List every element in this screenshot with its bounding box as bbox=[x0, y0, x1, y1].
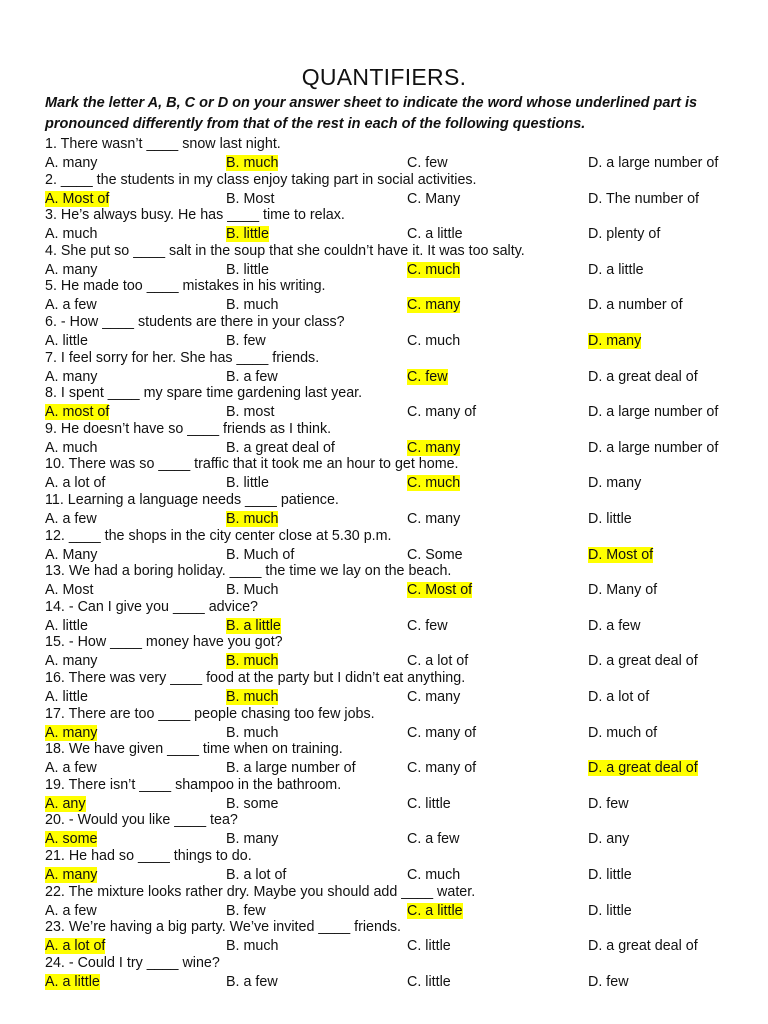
option-label: D. a large number of bbox=[588, 404, 719, 421]
answer-option-d[interactable] bbox=[588, 974, 629, 991]
question-text: 15. - How ____ money have you got? bbox=[45, 634, 283, 651]
option-label: D. The number of bbox=[588, 190, 699, 207]
answer-option-d[interactable] bbox=[588, 831, 629, 848]
question-text: 4. She put so ____ salt in the soup that she couldn’t have it. It was too salty. bbox=[45, 242, 525, 259]
option-label: C. little bbox=[407, 973, 451, 990]
option-label: A. a few bbox=[45, 511, 97, 527]
option-label: A. many bbox=[45, 261, 98, 278]
answer-option-d[interactable] bbox=[588, 155, 718, 172]
option-label: C. few bbox=[407, 155, 448, 171]
option-label: C. many bbox=[407, 439, 461, 456]
option-label: A. some bbox=[45, 831, 98, 848]
answer-option-a[interactable] bbox=[45, 725, 97, 742]
answer-option-d[interactable] bbox=[588, 226, 660, 243]
option-label: D. a number of bbox=[588, 297, 683, 314]
option-label: A. many bbox=[45, 155, 98, 171]
answer-option-b[interactable] bbox=[226, 903, 266, 920]
answer-option-d[interactable] bbox=[588, 191, 699, 208]
answer-option-c[interactable] bbox=[407, 653, 468, 670]
question-text: 9. He doesn’t have so ____ friends as I think. bbox=[45, 420, 332, 437]
answer-option-b[interactable] bbox=[226, 511, 278, 528]
option-label: C. Some bbox=[407, 546, 463, 563]
option-label: B. some bbox=[226, 795, 279, 812]
option-label: A. a few bbox=[45, 902, 97, 919]
option-label: C. Most of bbox=[407, 582, 473, 599]
option-label: A. little bbox=[45, 689, 88, 705]
answer-option-c[interactable] bbox=[407, 938, 451, 955]
question-text: 5. He made too ____ mistakes in his writing. bbox=[45, 278, 326, 295]
option-label: A. a few bbox=[45, 760, 97, 777]
question-text: 7. I feel sorry for her. She has ____ friends. bbox=[45, 349, 320, 366]
option-label: B. a little bbox=[226, 617, 281, 634]
question-text: 8. I spent ____ my spare time gardening last year. bbox=[45, 385, 363, 402]
answer-option-c[interactable] bbox=[407, 297, 460, 314]
answer-option-c[interactable] bbox=[407, 689, 460, 706]
instructions: Mark the letter A, B, C or D on your answer sheet to indicate the word whose underlined part is pronounced differently from that of the rest in each of the following questions. bbox=[45, 95, 698, 132]
answer-option-b[interactable] bbox=[226, 653, 278, 670]
answer-option-a[interactable] bbox=[45, 297, 97, 314]
option-label: B. much bbox=[226, 724, 279, 741]
answer-option-a[interactable] bbox=[45, 262, 97, 279]
option-label: B. Most bbox=[226, 190, 275, 207]
question-text: 21. He had so ____ things to do. bbox=[45, 848, 252, 864]
option-label: C. many bbox=[407, 511, 461, 527]
option-label: A. much bbox=[45, 226, 98, 243]
answer-option-d[interactable] bbox=[588, 440, 718, 457]
answer-option-a[interactable] bbox=[45, 547, 97, 564]
answer-option-b[interactable] bbox=[226, 974, 278, 991]
answer-option-a[interactable] bbox=[45, 440, 97, 457]
option-label: D. few bbox=[588, 973, 629, 990]
question-text: 18. We have given ____ time when on training. bbox=[45, 741, 343, 758]
option-label: D. a great deal of bbox=[588, 653, 698, 670]
question-text: 11. Learning a language needs ____ patience. bbox=[45, 492, 339, 508]
answer-option-b[interactable] bbox=[226, 333, 266, 350]
answer-option-c[interactable] bbox=[407, 796, 451, 813]
option-label: B. few bbox=[226, 902, 266, 919]
answer-option-b[interactable] bbox=[226, 262, 269, 279]
answer-option-d[interactable] bbox=[588, 333, 641, 350]
answer-option-d[interactable] bbox=[588, 903, 632, 920]
option-label: B. a few bbox=[226, 368, 278, 385]
option-label: C. much bbox=[407, 867, 461, 883]
answer-option-d[interactable] bbox=[588, 796, 629, 813]
option-label: A. Many bbox=[45, 546, 98, 563]
option-label: C. little bbox=[407, 938, 451, 955]
answer-option-d[interactable] bbox=[588, 689, 649, 706]
option-label: A. most of bbox=[45, 404, 110, 421]
option-label: D. little bbox=[588, 902, 632, 919]
answer-option-a[interactable] bbox=[45, 903, 97, 920]
answer-option-d[interactable] bbox=[588, 547, 653, 564]
option-label: B. a large number of bbox=[226, 760, 356, 777]
option-label: C. many of bbox=[407, 760, 477, 777]
question-text: 14. - Can I give you ____ advice? bbox=[45, 598, 259, 615]
option-label: B. a great deal of bbox=[226, 439, 335, 456]
answer-option-a[interactable] bbox=[45, 653, 97, 670]
answer-option-a[interactable] bbox=[45, 226, 97, 243]
option-label: B. much bbox=[226, 653, 279, 670]
answer-option-d[interactable] bbox=[588, 582, 657, 599]
answer-option-c[interactable] bbox=[407, 475, 460, 492]
answer-option-d[interactable] bbox=[588, 725, 657, 742]
answer-option-d[interactable] bbox=[588, 297, 683, 314]
question-text: 17. There are too ____ people chasing too few jobs. bbox=[45, 705, 375, 722]
answer-option-b[interactable] bbox=[226, 760, 356, 777]
answer-option-a[interactable] bbox=[45, 191, 109, 208]
option-label: D. a large number of bbox=[588, 155, 719, 171]
answer-option-b[interactable] bbox=[226, 867, 286, 884]
answer-option-d[interactable] bbox=[588, 511, 632, 528]
option-label: A. a few bbox=[45, 297, 97, 314]
question-text: 20. - Would you like ____ tea? bbox=[45, 812, 238, 829]
answer-option-c[interactable] bbox=[407, 404, 476, 421]
answer-option-a[interactable] bbox=[45, 796, 86, 813]
question-text: 12. ____ the shops in the city center close at 5.30 p.m. bbox=[45, 527, 392, 544]
question-text: 16. There was very ____ food at the party but I didn’t eat anything. bbox=[45, 670, 466, 686]
option-label: B. a lot of bbox=[226, 867, 287, 883]
answer-option-c[interactable] bbox=[407, 440, 460, 457]
answer-option-d[interactable] bbox=[588, 760, 698, 777]
option-label: C. much bbox=[407, 333, 461, 349]
answer-option-a[interactable] bbox=[45, 369, 97, 386]
option-label: D. many bbox=[588, 475, 642, 492]
answer-option-d[interactable] bbox=[588, 369, 698, 386]
answer-option-a[interactable] bbox=[45, 974, 100, 991]
answer-option-b[interactable] bbox=[226, 191, 274, 208]
answer-option-b[interactable] bbox=[226, 725, 278, 742]
question-text: 10. There was so ____ traffic that it took me an hour to get home. bbox=[45, 456, 459, 473]
option-label: C. many bbox=[407, 689, 461, 705]
answer-option-b[interactable] bbox=[226, 796, 278, 813]
answer-option-a[interactable] bbox=[45, 511, 97, 528]
option-label: D. Many of bbox=[588, 582, 658, 599]
option-label: A. little bbox=[45, 333, 88, 349]
option-label: D. much of bbox=[588, 724, 658, 741]
option-label: C. many bbox=[407, 297, 461, 314]
question-text: 13. We had a boring holiday. ____ the time we lay on the beach. bbox=[45, 563, 452, 580]
answer-option-d[interactable] bbox=[588, 867, 632, 884]
option-label: C. few bbox=[407, 617, 448, 634]
option-label: D. Most of bbox=[588, 546, 654, 563]
answer-option-b[interactable] bbox=[226, 226, 269, 243]
option-label: A. many bbox=[45, 368, 98, 385]
option-label: C. much bbox=[407, 475, 461, 492]
option-label: C. many of bbox=[407, 404, 477, 421]
answer-option-a[interactable] bbox=[45, 333, 88, 350]
answer-option-b[interactable] bbox=[226, 475, 269, 492]
option-label: D. a lot of bbox=[588, 689, 650, 705]
answer-option-d[interactable] bbox=[588, 938, 698, 955]
option-label: C. many of bbox=[407, 724, 477, 741]
answer-option-c[interactable] bbox=[407, 155, 448, 172]
question-text: 1. There wasn’t ____ snow last night. bbox=[45, 136, 281, 152]
option-label: A. a lot of bbox=[45, 475, 106, 492]
answer-option-c[interactable] bbox=[407, 369, 448, 386]
option-label: B. little bbox=[226, 475, 269, 492]
option-label: A. Most bbox=[45, 582, 94, 599]
answer-option-a[interactable] bbox=[45, 938, 105, 955]
option-label: B. much bbox=[226, 155, 279, 171]
option-label: D. little bbox=[588, 511, 632, 527]
option-label: D. a few bbox=[588, 617, 641, 634]
answer-option-a[interactable] bbox=[45, 689, 88, 706]
answer-option-d[interactable] bbox=[588, 262, 644, 279]
answer-option-c[interactable] bbox=[407, 831, 459, 848]
option-label: B. little bbox=[226, 226, 269, 243]
answer-option-d[interactable] bbox=[588, 653, 698, 670]
option-label: A. little bbox=[45, 617, 88, 634]
answer-option-d[interactable] bbox=[588, 475, 641, 492]
option-label: D. few bbox=[588, 795, 629, 812]
answer-option-a[interactable] bbox=[45, 404, 109, 421]
option-label: B. Much of bbox=[226, 546, 295, 563]
option-label: C. little bbox=[407, 795, 451, 812]
option-label: B. Much bbox=[226, 582, 279, 599]
option-label: D. plenty of bbox=[588, 226, 661, 243]
option-label: B. few bbox=[226, 333, 266, 349]
option-label: A. many bbox=[45, 724, 98, 741]
option-label: B. much bbox=[226, 297, 279, 314]
answer-option-b[interactable] bbox=[226, 689, 278, 706]
option-label: B. many bbox=[226, 831, 279, 848]
answer-option-a[interactable] bbox=[45, 867, 97, 884]
answer-option-b[interactable] bbox=[226, 369, 278, 386]
option-label: C. Many bbox=[407, 190, 461, 207]
answer-option-b[interactable] bbox=[226, 155, 278, 172]
option-label: B. a few bbox=[226, 973, 278, 990]
answer-option-a[interactable] bbox=[45, 582, 93, 599]
option-label: C. a few bbox=[407, 831, 460, 848]
question-text: 22. The mixture looks rather dry. Maybe you should add ____ water. bbox=[45, 883, 476, 900]
answer-option-c[interactable] bbox=[407, 760, 476, 777]
answer-option-c[interactable] bbox=[407, 226, 463, 243]
answer-option-c[interactable] bbox=[407, 903, 463, 920]
option-label: A. a lot of bbox=[45, 938, 106, 955]
option-label: A. a little bbox=[45, 973, 100, 990]
option-label: D. many bbox=[588, 333, 642, 349]
answer-option-c[interactable] bbox=[407, 511, 460, 528]
option-label: A. any bbox=[45, 795, 86, 812]
answer-option-c[interactable] bbox=[407, 725, 476, 742]
option-label: D. any bbox=[588, 831, 630, 848]
question-text: 19. There isn’t ____ shampoo in the bathroom. bbox=[45, 776, 342, 793]
option-label: A. many bbox=[45, 867, 98, 883]
answer-option-a[interactable] bbox=[45, 831, 97, 848]
answer-option-b[interactable] bbox=[226, 582, 278, 599]
answer-option-a[interactable] bbox=[45, 760, 97, 777]
page-title: QUANTIFIERS. bbox=[301, 64, 467, 90]
option-label: D. a large number of bbox=[588, 439, 719, 456]
answer-option-c[interactable] bbox=[407, 333, 460, 350]
option-label: D. a great deal of bbox=[588, 760, 698, 777]
option-label: C. a little bbox=[407, 226, 463, 243]
option-label: C. a little bbox=[407, 902, 463, 919]
option-label: B. much bbox=[226, 511, 279, 527]
answer-option-a[interactable] bbox=[45, 618, 88, 635]
answer-option-b[interactable] bbox=[226, 440, 335, 457]
answer-option-a[interactable] bbox=[45, 155, 97, 172]
answer-option-d[interactable] bbox=[588, 618, 640, 635]
answer-option-c[interactable] bbox=[407, 547, 463, 564]
option-label: D. a great deal of bbox=[588, 368, 698, 385]
answer-option-b[interactable] bbox=[226, 831, 278, 848]
question-text: 24. - Could I try ____ wine? bbox=[45, 954, 220, 971]
question-text: 23. We’re having a big party. We’ve invited ____ friends. bbox=[45, 919, 402, 936]
option-label: A. Most of bbox=[45, 190, 110, 207]
answer-option-b[interactable] bbox=[226, 547, 294, 564]
answer-option-a[interactable] bbox=[45, 475, 105, 492]
answer-option-c[interactable] bbox=[407, 618, 448, 635]
question-text: 3. He’s always busy. He has ____ time to relax. bbox=[45, 207, 345, 224]
answer-option-c[interactable] bbox=[407, 974, 451, 991]
option-label: C. much bbox=[407, 261, 461, 278]
option-label: A. much bbox=[45, 439, 98, 456]
option-label: D. little bbox=[588, 867, 632, 883]
option-label: A. many bbox=[45, 653, 98, 670]
option-label: B. much bbox=[226, 938, 279, 955]
answer-option-c[interactable] bbox=[407, 191, 460, 208]
answer-option-b[interactable] bbox=[226, 404, 274, 421]
answer-option-b[interactable] bbox=[226, 938, 278, 955]
option-label: C. a lot of bbox=[407, 653, 469, 670]
answer-option-c[interactable] bbox=[407, 582, 472, 599]
option-label: D. a great deal of bbox=[588, 938, 698, 955]
answer-option-b[interactable] bbox=[226, 297, 278, 314]
option-label: C. few bbox=[407, 368, 448, 385]
question-text: 6. - How ____ students are there in your class? bbox=[45, 314, 345, 330]
option-label: D. a little bbox=[588, 261, 644, 278]
answer-option-c[interactable] bbox=[407, 262, 460, 279]
option-label: B. little bbox=[226, 261, 269, 278]
answer-option-b[interactable] bbox=[226, 618, 281, 635]
question-text: 2. ____ the students in my class enjoy taking part in social activities. bbox=[45, 171, 477, 188]
answer-option-d[interactable] bbox=[588, 404, 718, 421]
answer-option-c[interactable] bbox=[407, 867, 460, 884]
option-label: B. most bbox=[226, 404, 275, 421]
option-label: B. much bbox=[226, 689, 279, 705]
